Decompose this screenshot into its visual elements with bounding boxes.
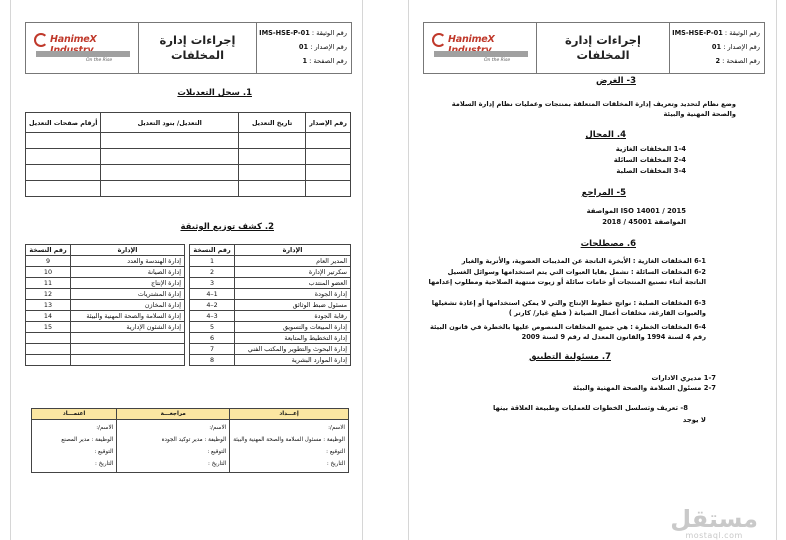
brand-tagline: On the Rise	[484, 58, 511, 63]
doc-meta: رقم الوثيقة : IMS-HSE-P-01 رقم الإصدار : 01 رقم الصفحة : 1	[259, 29, 347, 65]
brand-tagline: On the Rise	[86, 58, 113, 63]
page-2: HanimeX On the Rise إجراءات إدارة المخلفات رقم الوثيقة : IMS-HSE-P-01 رقم الإصدار : 01 رقم الصفحة : 2 3- الغرض وضع نظام لتحديد وتعريف إدارة المخلفات المتعلقة بمنتجات وعمليات نظام إدارة السلامة والصحة المهنية والبيئة 4. المجال 1-4 المخلفات الغازية 2-4 المخلفات السائلة 3-4 المخلفات الصلبة 5- المراجع المواصفة ISO 14001 / 2015 المواصفة 45001 / 2018 6. مصطلحات 6-1 المخلفات الغازية : الأبخرة الناتجة عن المذيبات العضوية، والأتربة والغبار 6-2 المخلفات السائلة : تشمل بقايا العبوات التي يتم استخدامها وسوائل الغسيل الناتجة أثناء تصنيع المنتجات أو خامات سائلة أو زيوت منتهية الصلاحية ومطلوب إعدامها 6-3 المخلفات الصلبة : نواتج خطوط الإنتاج والتي لا يمكن استخدامها أو إعادة تشغيلها والعبوات الفارغة، مخلفات أعمال الصيانة ( قطع غيار/ كارتر ) 6-4 المخلفات الخطرة : هي جميع المخلفات المنصوص عليها بالخطرة في قانون البيئة رقم 4 لسنة 1994 والقانون المعدل له رقم 9 لسنة 2009 7. مسئولية التطبيق 1-7 مديري الادارات 2-7 مسئول السلامة والصحة المهنية والبيئة 8- تعريف وتسلسل الخطوات للعمليات وطبيعة العلاقة بينها لا يوجد مستقل mostaql.com	[408, 0, 777, 540]
page-header	[25, 22, 352, 74]
page-1	[10, 0, 363, 540]
company-logo	[26, 23, 139, 73]
signature-table: إعـــداد مراجعـــة اعتمـــاد الاسم/: الوظيفة : مسئول السلامة والصحة المهنية والبيئة التوقيع : التاريخ : الاسم/: الوظيفة : مدير توكيد الجودة التوقيع : التاريخ : الاسم/: الوظيفة : مدير المصنع التوقيع : التاريخ :	[31, 408, 349, 473]
mostaql-watermark: مستقل mostaql.com	[670, 505, 758, 540]
brand-name: HanimeX	[50, 34, 97, 45]
distribution-table-right: الإدارة رقم النسخة المدير العام 1 سكرتير الإدارة 2 العضو المنتدب 3 إدارة الجودة 1–4 مسئول ضبط الوثائق 2–4 رقابة الجودة 3–4 إدارة المبيعات والتسويق 5 إدارة التخطيط والمتابعة 6 إدارة البحوث والتطوير والمكتب الفني 7 إدارة الموارد البشرية 8	[189, 244, 351, 366]
section-2-title: 2. كشف توزيع الوثيقة	[180, 222, 274, 232]
page-header	[423, 22, 765, 74]
company-logo	[424, 23, 537, 73]
doc-title: إجراءات إدارة المخلفات	[139, 23, 257, 73]
doc-title: إجراءات إدارة المخلفات	[537, 23, 670, 73]
purpose-text: وضع نظام لتحديد وتعريف إدارة المخلفات المتعلقة بمنتجات وعمليات نظام إدارة السلامة والصحة المهنية والبيئة	[451, 100, 736, 118]
section-4-title: 4. المجال	[585, 130, 626, 140]
brand-name: HanimeX	[448, 34, 495, 45]
section-1-title: 1. سجل التعديلات	[177, 88, 252, 98]
section-7-title: 7. مسئولية التطبيق	[528, 352, 611, 362]
section-8-text: لا يوجد	[682, 416, 706, 424]
section-8-title: 8- تعريف وتسلسل الخطوات للعمليات وطبيعة العلاقة بينها	[492, 404, 688, 412]
revision-table: رقم الإصدار تاريخ التعديل التعديل/ بنود التعديل أرقام صفحات التعديل	[25, 112, 351, 197]
section-6-title: 6. مصطلحات	[580, 239, 636, 249]
logo-swoosh-icon	[34, 33, 48, 47]
section-5-title: 5- المراجع	[581, 188, 626, 198]
logo-swoosh-icon	[432, 33, 446, 47]
distribution-table-left: الإدارة رقم النسخة إدارة الهندسة والعدد 9 إدارة الصيانة 10 إدارة الإنتاج 11 إدارة المشتريات 12 إدارة المخازن 13 إدارة السلامة والصحة المهنية والبيئة 14 إدارة الشئون الإدارية 15	[25, 244, 185, 366]
doc-meta: رقم الوثيقة : IMS-HSE-P-01 رقم الإصدار : 01 رقم الصفحة : 2	[672, 29, 760, 65]
section-3-title: 3- الغرض	[595, 76, 636, 86]
